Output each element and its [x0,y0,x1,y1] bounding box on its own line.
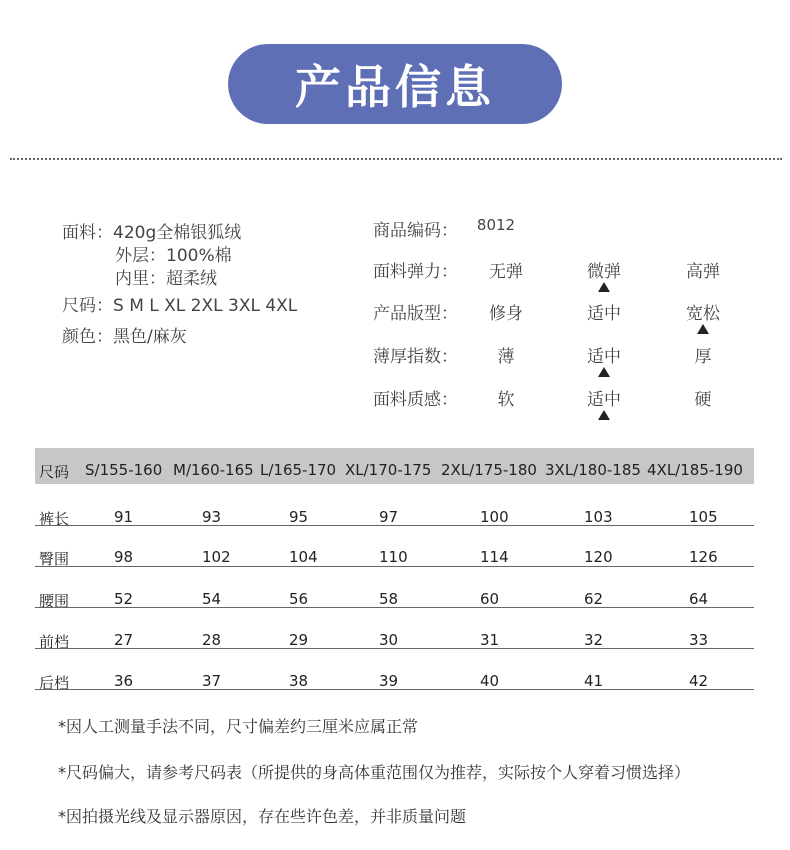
table-cell: 120 [584,548,613,566]
table-cell: 39 [379,672,399,690]
table-cell: 52 [114,590,134,608]
table-cell: 27 [114,631,134,649]
selected-indicator-icon [598,282,610,292]
attribute-option: 薄 [497,347,515,367]
table-row-label: 臀围 [39,550,70,568]
table-row-divider [35,607,754,608]
divider [10,158,782,160]
table-row-label: 裤长 [39,510,70,528]
table-cell: 98 [114,548,134,566]
table-header-cell: L/165-170 [260,461,337,479]
table-cell: 97 [379,508,399,526]
table-cell: 126 [689,548,718,566]
table-cell: 104 [289,548,318,566]
inner-layer-line: 内里：超柔绒 [115,269,217,289]
table-cell: 60 [480,590,500,608]
attribute-option: 软 [497,390,515,410]
attribute-option: 硬 [694,390,712,410]
title-banner [228,44,562,124]
table-cell: 64 [689,590,709,608]
table-cell: 114 [480,548,509,566]
fabric-line: 面料：420g全棉银狐绒 [62,223,242,243]
table-cell: 105 [689,508,718,526]
note-line: *因拍摄光线及显示器原因，存在些许色差，并非质量问题 [58,807,467,826]
attribute-option: 修身 [489,304,523,324]
table-cell: 36 [114,672,134,690]
table-header-cell: 2XL/175-180 [441,461,537,479]
table-cell: 102 [202,548,231,566]
outer-layer-line: 外层：100%棉 [115,246,232,266]
table-cell: 62 [584,590,604,608]
selected-indicator-icon [598,367,610,377]
page-title: 产品信息 [295,60,495,114]
table-cell: 37 [202,672,222,690]
table-header-cell: XL/170-175 [345,461,432,479]
table-header-cell: 尺码 [39,463,70,481]
table-cell: 93 [202,508,222,526]
table-cell: 58 [379,590,399,608]
table-cell: 91 [114,508,134,526]
table-cell: 40 [480,672,500,690]
attribute-option: 宽松 [686,304,720,324]
attribute-option: 高弹 [686,262,720,282]
table-cell: 103 [584,508,613,526]
table-cell: 110 [379,548,408,566]
table-row-divider [35,525,754,526]
table-cell: 30 [379,631,399,649]
table-row-label: 腰围 [39,592,70,610]
attribute-label: 薄厚指数： [373,347,458,367]
table-cell: 32 [584,631,604,649]
table-header-cell: 4XL/185-190 [647,461,743,479]
table-cell: 95 [289,508,309,526]
colors-line: 颜色：黑色/麻灰 [62,327,187,347]
attribute-option: 适中 [587,347,621,367]
attribute-option: 适中 [587,304,621,324]
table-cell: 28 [202,631,222,649]
table-header-cell: M/160-165 [173,461,254,479]
table-cell: 42 [689,672,709,690]
product-code-label: 商品编码： [373,221,458,241]
table-cell: 41 [584,672,604,690]
note-line: *因人工测量手法不同，尺寸偏差约三厘米应属正常 [58,717,419,736]
table-cell: 38 [289,672,309,690]
attribute-option: 微弹 [587,262,621,282]
attribute-option: 厚 [694,347,712,367]
table-cell: 100 [480,508,509,526]
table-cell: 33 [689,631,709,649]
table-header-cell: 3XL/180-185 [545,461,641,479]
table-cell: 31 [480,631,500,649]
table-cell: 56 [289,590,309,608]
selected-indicator-icon [697,324,709,334]
table-cell: 29 [289,631,309,649]
table-row-divider [35,566,754,567]
attribute-label: 产品版型： [373,304,458,324]
attribute-label: 面料质感： [373,390,458,410]
table-row-divider [35,689,754,690]
selected-indicator-icon [598,410,610,420]
note-line: *尺码偏大，请参考尺码表（所提供的身高体重范围仅为推荐，实际按个人穿着习惯选择） [58,763,691,782]
table-header-cell: S/155-160 [85,461,163,479]
product-code-value: 8012 [476,216,516,234]
attribute-option: 无弹 [489,262,523,282]
sizes-line: 尺码：S M L XL 2XL 3XL 4XL [62,296,298,316]
table-row-label: 前档 [39,633,70,651]
table-row-divider [35,648,754,649]
attribute-label: 面料弹力： [373,262,458,282]
table-cell: 54 [202,590,222,608]
attribute-option: 适中 [587,390,621,410]
table-row-label: 后档 [39,674,70,692]
